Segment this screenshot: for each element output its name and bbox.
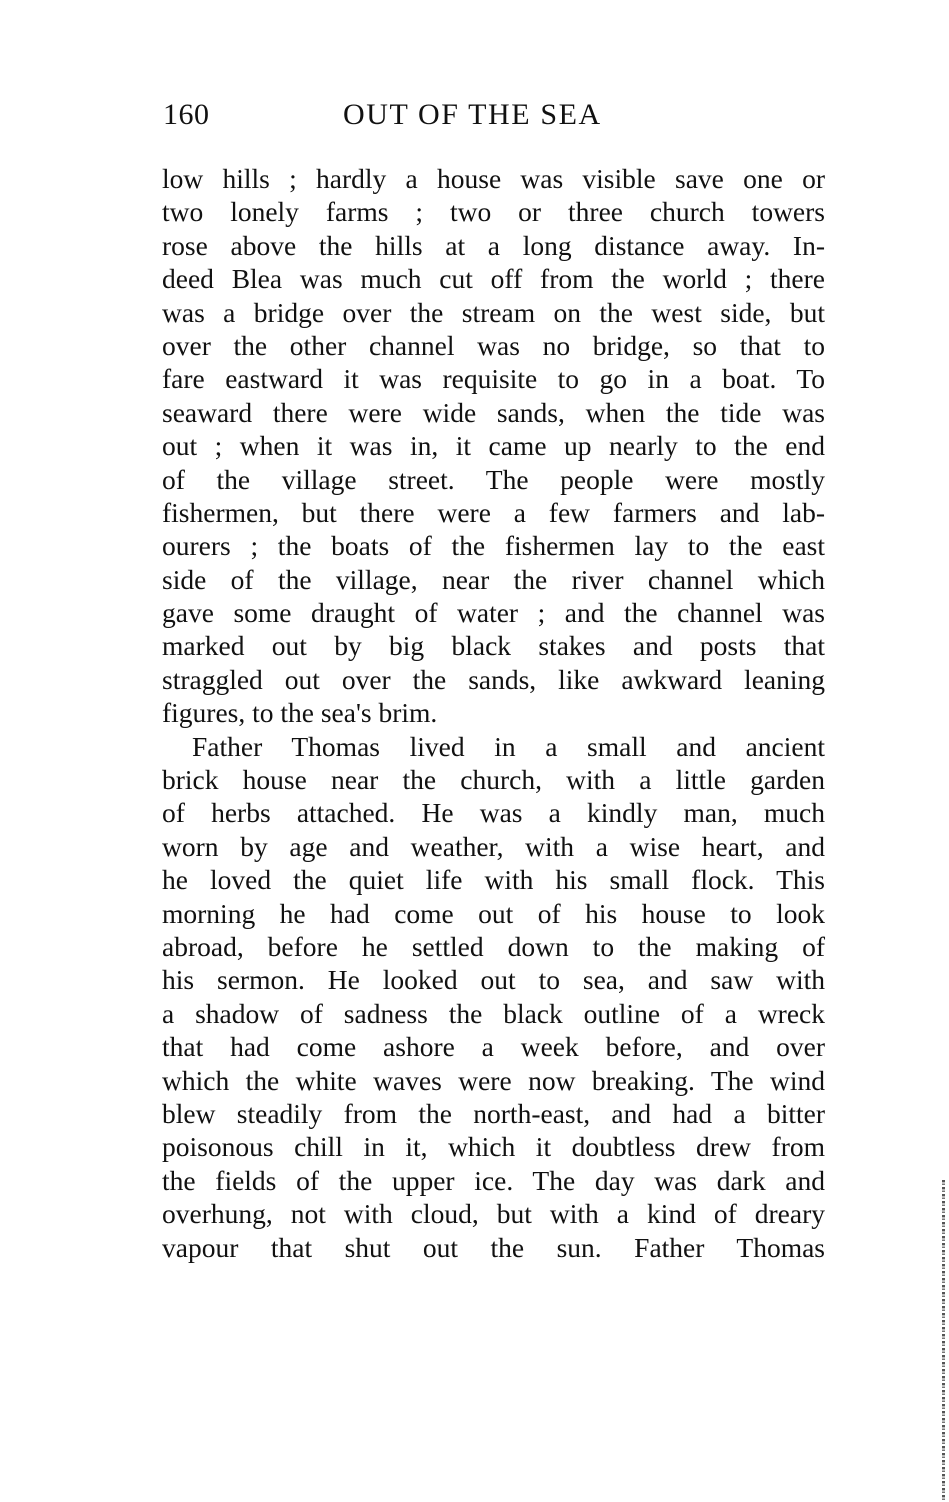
text-line: blew steadily from the north-east, and had a bitter [162,1097,825,1129]
text-line: side of the village, near the river channel which [162,563,825,595]
text-line: that had come ashore a week before, and over [162,1031,825,1063]
text-line: fishermen, but there were a few farmers and lab- [162,496,825,528]
text-line: poisonous chill in it, which it doubtless drew from [162,1131,825,1163]
text-line: over the other channel was no bridge, so that to [162,329,825,361]
text-line: straggled out over the sands, like awkward leaning [162,663,825,695]
body-text [162,162,825,1264]
text-line: deed Blea was much cut off from the world ; there [162,263,825,295]
paragraph-end-line: figures, to the sea's brim. [162,697,438,729]
text-line: morning he had come out of his house to look [162,897,825,929]
text-line: low hills ; hardly a house was visible save one or [162,163,825,194]
text-line: of herbs attached. He was a kindly man, much [162,797,825,829]
text-line: seaward there were wide sands, when the tide was [162,396,825,428]
page-number: 160 [163,98,210,131]
text-line: worn by age and weather, with a wise heart, and [162,830,825,862]
text-line: vapour that shut out the sun. Father Thomas [162,1231,825,1263]
text-line: out ; when it was in, it came up nearly to the end [162,430,825,462]
text-line: of the village street. The people were mostly [162,463,825,495]
text-line: his sermon. He looked out to sea, and saw with [162,964,825,996]
text-line: overhung, not with cloud, but with a kind of dreary [162,1198,825,1230]
text-line: gave some draught of water ; and the channel was [162,597,825,629]
text-line: ourers ; the boats of the fishermen lay to the east [162,530,825,562]
text-line: abroad, before he settled down to the making of [162,930,825,962]
scan-edge-artifact [942,1180,945,1502]
running-head [163,98,825,142]
text-line: brick house near the church, with a little garden [162,764,825,796]
running-title: OUT OF THE SEA [343,98,602,131]
text-line: rose above the hills at a long distance away. In- [162,229,825,261]
paragraph-start-line: Father Thomas lived in a small and ancient [192,730,825,762]
text-line: two lonely farms ; two or three church towers [162,196,825,228]
text-line: a shadow of sadness the black outline of a wreck [162,997,825,1029]
text-line: marked out by big black stakes and posts that [162,630,825,662]
text-line: he loved the quiet life with his small flock. This [162,864,825,896]
text-line: which the white waves were now breaking. The wind [162,1064,825,1096]
text-line: the fields of the upper ice. The day was dark and [162,1164,825,1196]
text-line: was a bridge over the stream on the west side, but [162,296,825,328]
text-line: fare eastward it was requisite to go in a boat. To [162,363,825,395]
